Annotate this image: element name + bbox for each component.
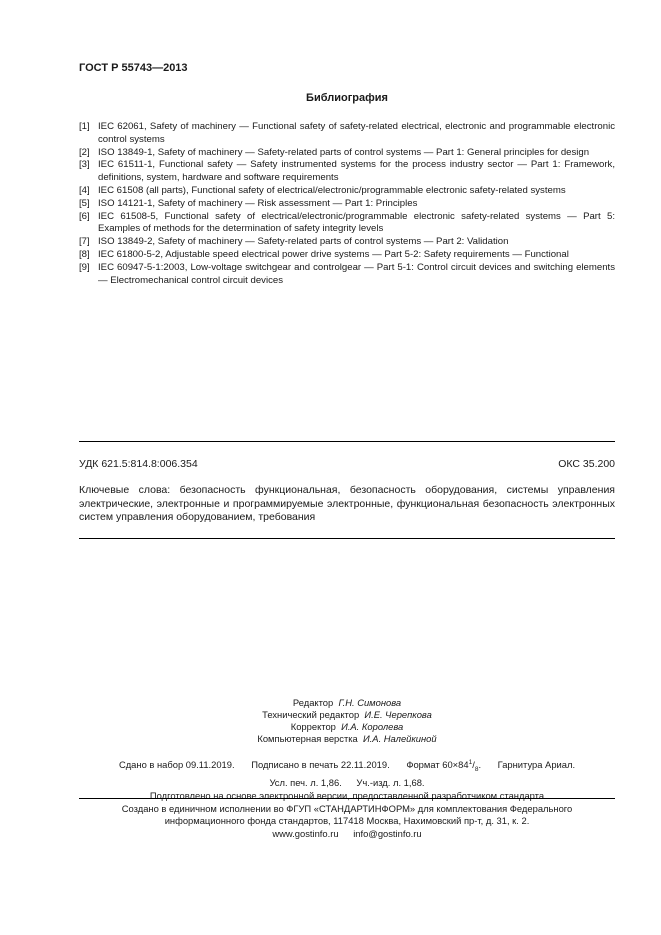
submitted-date: Сдано в набор 09.11.2019. xyxy=(118,759,235,771)
oks-code: ОКС 35.200 xyxy=(558,458,615,470)
divider-footer xyxy=(79,798,615,799)
ref-text: IEC 61511-1, Functional safety — Safety instrumented systems for the process industry sector — Part 1: Framework, definitions, system, hardware and software requirements xyxy=(98,159,615,184)
bibliography-item xyxy=(79,198,615,211)
publication-line-2 xyxy=(79,776,615,789)
divider-bottom xyxy=(79,538,615,539)
publication-info xyxy=(79,756,615,803)
ref-text: IEC 61508-5, Functional safety of electrical/electronic/programmable electronic safety-related systems — Part 5: Examples of methods for the determination of safety integrity levels xyxy=(98,210,615,235)
bibliography-list xyxy=(79,121,615,287)
typeface: Гарнитура Ариал. xyxy=(497,759,576,771)
ref-number: [4] xyxy=(79,184,90,196)
ref-number: [6] xyxy=(79,210,90,222)
credit-corrector: Корректор И.А. Королева xyxy=(290,721,404,732)
footer-contacts xyxy=(79,828,615,840)
ref-text: ISO 13849-2, Safety of machinery — Safety-related parts of control systems — Part 2: Validation xyxy=(98,236,509,248)
ref-text: IEC 61800-5-2, Adjustable speed electrical power drive systems — Part 5-2: Safety requirements — Functional xyxy=(98,248,569,260)
udk-code: УДК 621.5:814.8:006.354 xyxy=(79,458,198,470)
format: Формат $60\times 84^1/_8$. xyxy=(406,759,482,773)
bibliography-item xyxy=(79,211,615,237)
print-sheets: Усл. печ. л. 1,86. xyxy=(269,777,342,789)
ref-number: [1] xyxy=(79,121,90,132)
bibliography-item xyxy=(79,185,615,198)
ref-text: IEC 61508 (all parts), Functional safety of electrical/electronic/programmable electronic safety-related systems xyxy=(98,184,566,196)
ref-text: ISO 14121-1, Safety of machinery — Risk assessment — Part 1: Principles xyxy=(98,197,418,209)
credit-editor: Редактор Г.Н. Симонова xyxy=(292,697,402,708)
ref-number: [5] xyxy=(79,197,90,209)
bibliography-item xyxy=(79,262,615,288)
ref-number: [3] xyxy=(79,159,90,171)
footer-line-1: Создано в единичном исполнении во ФГУП «СТАНДАРТИНФОРМ» для комплектования Федерального xyxy=(121,803,573,814)
credits xyxy=(79,697,615,745)
divider-top xyxy=(79,441,615,442)
ref-number: [8] xyxy=(79,248,90,260)
bibliography-item xyxy=(79,147,615,160)
website-link[interactable]: www.gostinfo.ru xyxy=(272,827,339,839)
ref-text: IEC 60947-5-1:2003, Low-voltage switchgear and controlgear — Part 5-1: Control circuit devices and switching elements — Electromechanical control circuit devices xyxy=(98,261,615,286)
bibliography-title: Библиография xyxy=(306,92,388,104)
bibliography-item xyxy=(79,121,615,147)
publisher-footer xyxy=(79,803,615,840)
bibliography-item xyxy=(79,236,615,249)
footer-line-2: информационного фонда стандартов, 117418 Москва, Нахимовский пр-т, д. 31, к. 2. xyxy=(164,815,530,827)
keywords: Ключевые слова: безопасность функциональная, безопасность оборудования, системы управления электрические, электронные и программируемые электронные, функциональная безопасность электронных систем управления оборудованием, требования xyxy=(79,484,615,523)
standard-number: ГОСТ Р 55743—2013 xyxy=(79,62,188,74)
prepared-note: Подготовлено на основе электронной версии, предоставленной разработчиком стандарта xyxy=(149,790,545,802)
publisher-sheets: Уч.-изд. л. 1,68. xyxy=(356,777,425,789)
ref-number: [7] xyxy=(79,236,90,248)
credit-layout: Компьютерная верстка И.А. Налейкиной xyxy=(257,733,437,744)
publication-line-1 xyxy=(79,756,615,776)
bibliography-item xyxy=(79,249,615,262)
email-link[interactable]: info@gostinfo.ru xyxy=(353,827,422,839)
ref-text: IEC 62061, Safety of machinery — Functional safety of safety-related electrical, electronic and programmable electronic control systems xyxy=(98,121,615,145)
ref-number: [2] xyxy=(79,146,90,158)
signed-date: Подписано в печать 22.11.2019. xyxy=(251,759,390,771)
credit-tech-editor: Технический редактор И.Е. Черепкова xyxy=(262,709,432,720)
ref-number: [9] xyxy=(79,261,90,273)
bibliography-item xyxy=(79,159,615,185)
ref-text: ISO 13849-1, Safety of machinery — Safety-related parts of control systems — Part 1: General principles for design xyxy=(98,146,590,158)
